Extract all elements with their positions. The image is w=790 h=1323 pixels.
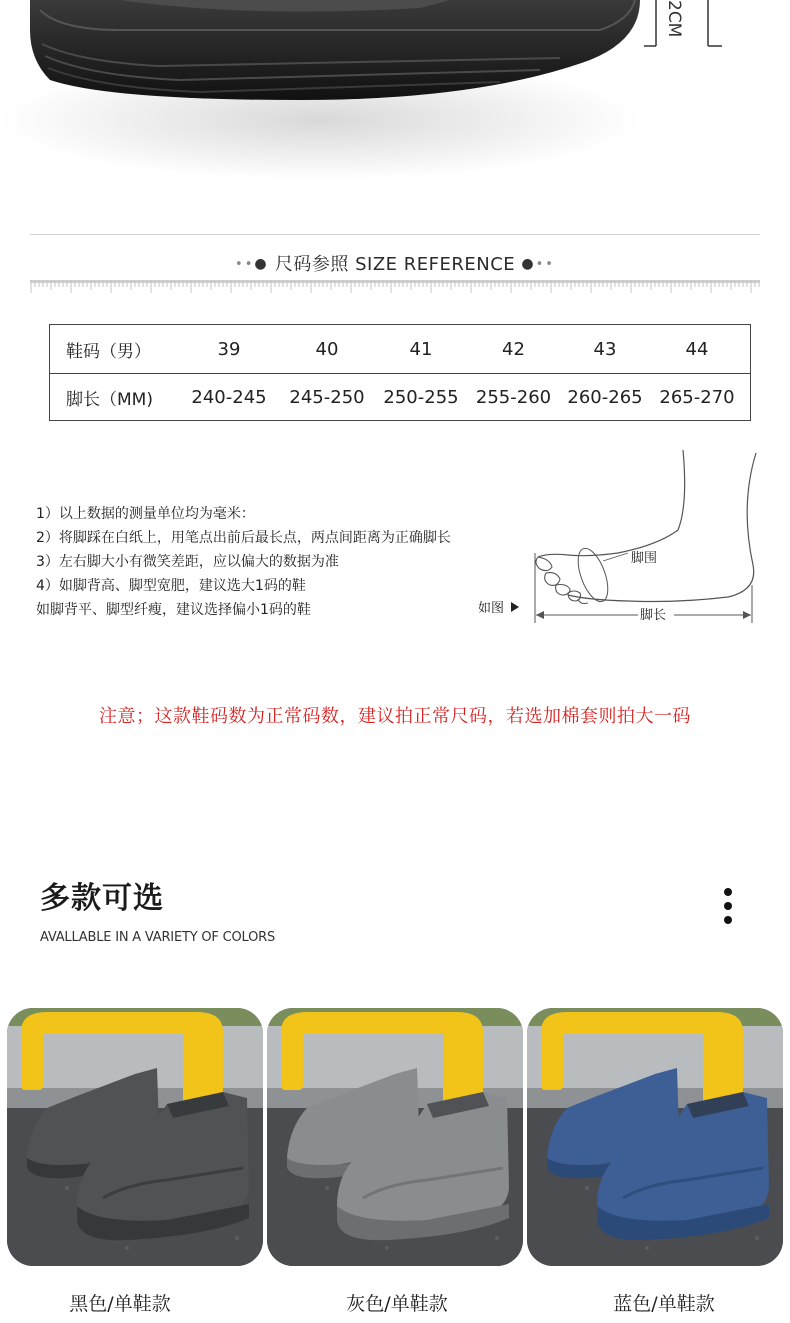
measurement-notes (36, 502, 506, 622)
divider-line (30, 234, 760, 235)
size-heading-cn: 尺码参照 (274, 254, 349, 275)
length-cell: 265-270 (659, 387, 735, 408)
size-heading-en: SIZE REFERENCE (355, 254, 516, 275)
size-table (49, 324, 751, 421)
row-label-foot-length: 脚长（MM) (66, 390, 153, 410)
more-options-icon[interactable] (719, 888, 737, 928)
size-cell: 43 (593, 338, 617, 360)
variant-photo-black[interactable] (7, 1008, 263, 1266)
as-shown-label: 如图 (478, 601, 505, 616)
variant-photo-blue[interactable] (527, 1008, 783, 1266)
size-cell: 39 (217, 338, 241, 360)
length-label: 脚长 (640, 608, 667, 623)
size-cell: 42 (502, 338, 525, 360)
girth-label: 脚围 (631, 551, 658, 566)
colors-section-subtitle: AVALLABLE IN A VARIETY OF COLORS (40, 930, 276, 945)
sole-height-marker (640, 0, 725, 50)
row-label-shoe-size: 鞋码（男） (66, 341, 151, 362)
length-cell: 250-255 (383, 387, 459, 408)
sole-height-label: 2CM (664, 0, 684, 38)
heading-dots-right: ●•• (521, 256, 555, 272)
size-cell: 44 (685, 338, 709, 360)
length-cell: 260-265 (567, 387, 643, 408)
foot-measure-diagram (478, 445, 778, 635)
size-notice: 注意；这款鞋码数为正常码数，建议拍正常尺码，若选加棉套则拍大一码 (99, 706, 691, 727)
variant-label-grey: 灰色/单鞋款 (346, 1293, 448, 1315)
length-cell: 255-260 (475, 387, 552, 408)
length-cell: 245-250 (289, 387, 365, 408)
variant-photo-grey[interactable] (267, 1008, 523, 1266)
length-cell: 240-245 (191, 387, 267, 408)
table-row-shoe-size (50, 325, 750, 374)
play-arrow-icon (511, 602, 519, 612)
note-line: 3）左右脚大小有微笑差距，应以偏大的数据为准 (36, 554, 339, 570)
note-line: 1）以上数据的测量单位均为毫米： (36, 506, 255, 522)
colors-section-title: 多款可选 (40, 881, 164, 916)
note-line: 4）如脚背高、脚型宽肥，建议选大1码的鞋 (36, 578, 306, 594)
size-reference-heading (0, 250, 790, 276)
note-line: 如脚背平、脚型纤瘦，建议选择偏小1码的鞋 (36, 602, 311, 618)
variant-label-blue: 蓝色/单鞋款 (613, 1293, 715, 1315)
note-line: 2）将脚踩在白纸上，用笔点出前后最长点，两点间距离为正确脚长 (36, 530, 451, 546)
variant-label-black: 黑色/单鞋款 (69, 1293, 171, 1315)
ruler-decoration (30, 279, 760, 293)
size-cell: 41 (409, 338, 433, 360)
table-row-foot-length (50, 374, 750, 421)
size-cell: 40 (315, 338, 339, 360)
heading-dots-left: ••● (235, 256, 269, 272)
